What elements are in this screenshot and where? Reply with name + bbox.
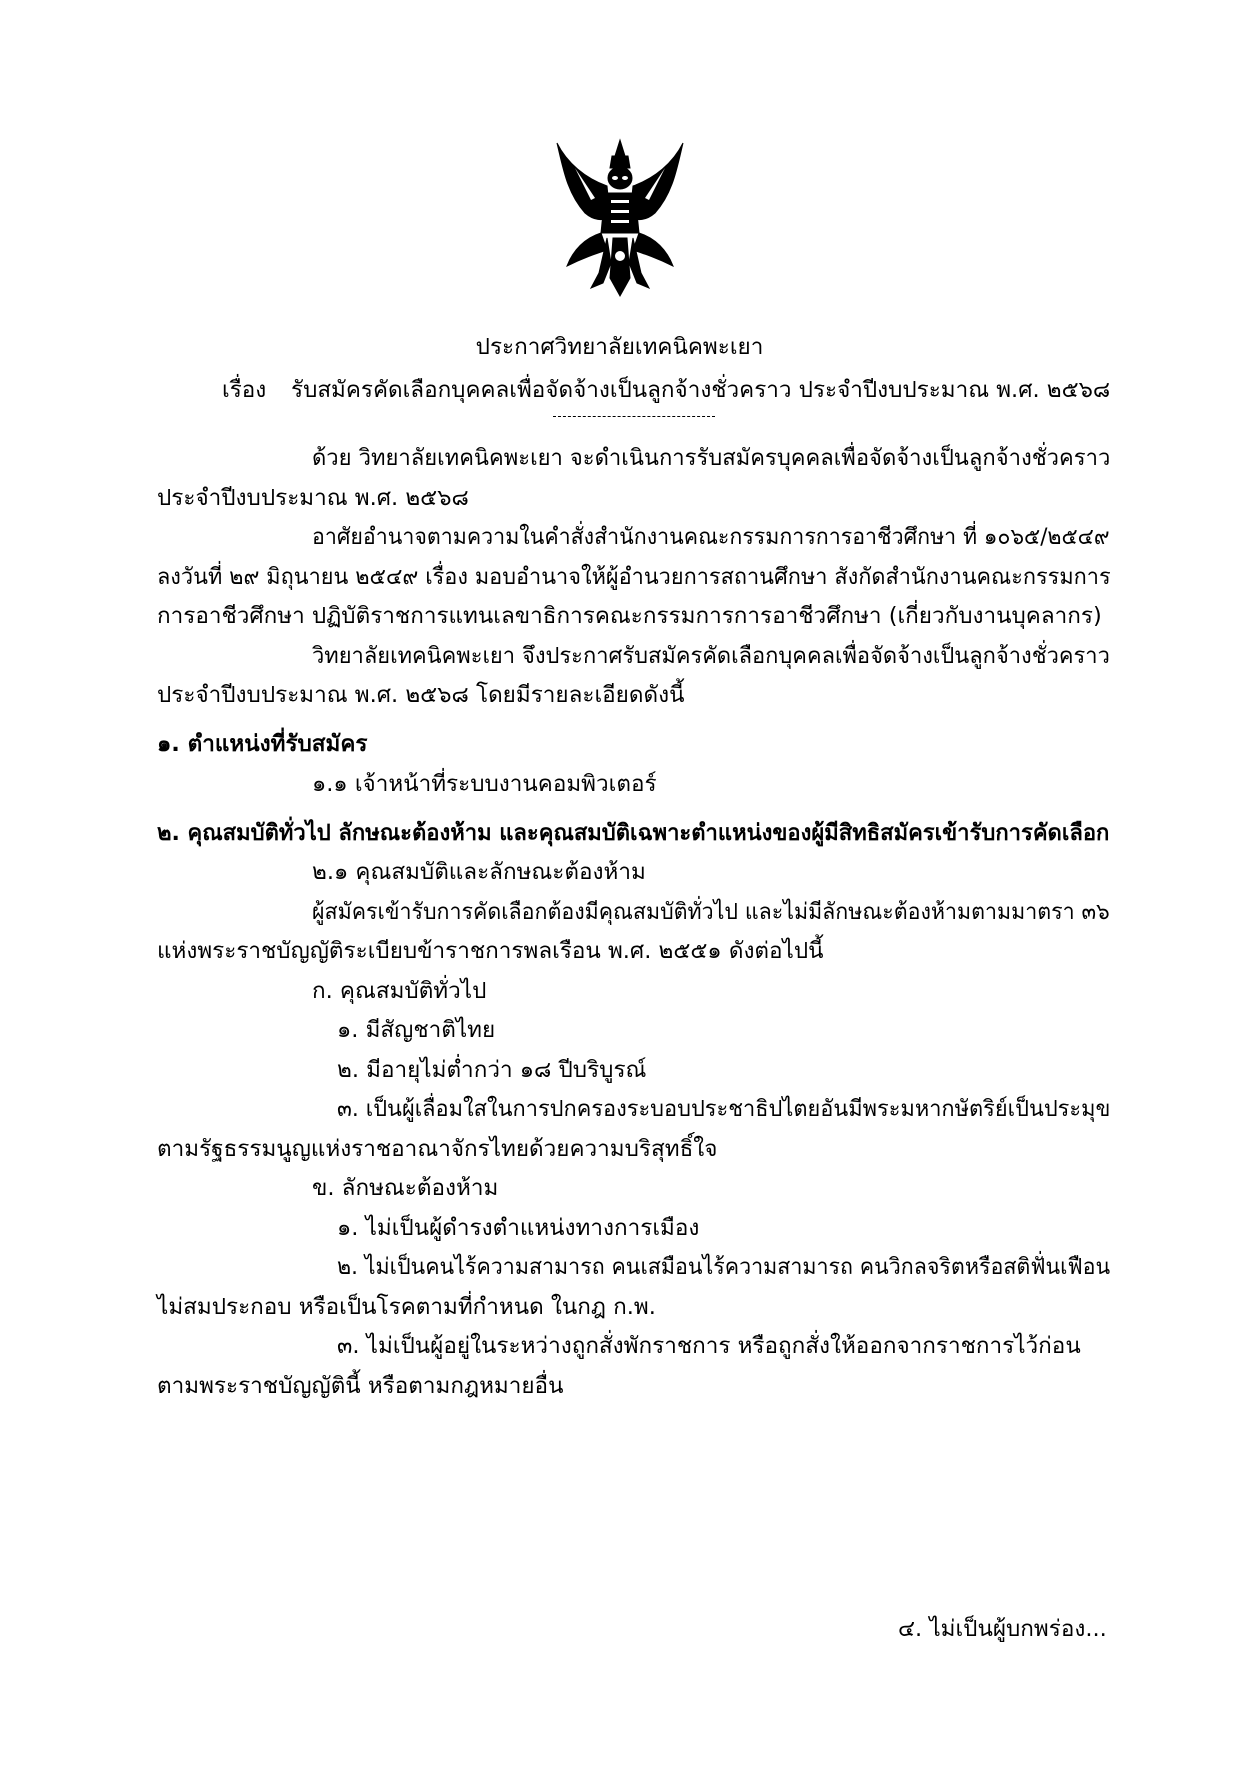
prohibition-3-line-1: ๓. ไม่เป็นผู้อยู่ในระหว่างถูกสั่งพักราชการ หรือถูกสั่งให้ออกจากราชการไว้ก่อน <box>337 1333 1081 1359</box>
garuda-emblem-icon <box>555 138 685 298</box>
qualification-2: ๒. มีอายุไม่ต่ำกว่า ๑๘ ปีบริบูรณ์ <box>337 1057 647 1083</box>
qualification-3-line-2: ตามรัฐธรรมนูญแห่งราชอาณาจักรไทยด้วยความบริสุทธิ์ใจ <box>157 1136 718 1162</box>
intro-paragraph-3-line-2: ประจำปีงบประมาณ พ.ศ. ๒๕๖๘ โดยมีรายละเอียดดังนี้ <box>157 682 685 708</box>
page-title: ประกาศวิทยาลัยเทคนิคพะเยา <box>475 334 764 360</box>
intro-paragraph-2-line-2: ลงวันที่ ๒๙ มิถุนายน ๒๕๔๙ เรื่อง มอบอำนาจให้ผู้อำนวยการสถานศึกษา สังกัดสำนักงานคณะกรรมการ <box>157 564 1111 590</box>
prohibition-2-line-1: ๒. ไม่เป็นคนไร้ความสามารถ คนเสมือนไร้ความสามารถ คนวิกลจริตหรือสติฟั่นเฟือน <box>337 1254 1111 1280</box>
prohibition-1: ๑. ไม่เป็นผู้ดำรงตำแหน่งทางการเมือง <box>337 1215 700 1241</box>
section-1-heading: ๑. ตำแหน่งที่รับสมัคร <box>157 731 368 757</box>
qualification-1: ๑. มีสัญชาติไทย <box>337 1017 496 1043</box>
section-2-paragraph-line-1: ผู้สมัครเข้ารับการคัดเลือกต้องมีคุณสมบัติทั่วไป และไม่มีลักษณะต้องห้ามตามมาตรา ๓๖ <box>312 899 1110 925</box>
intro-paragraph-1-line-1: ด้วย วิทยาลัยเทคนิคพะเยา จะดำเนินการรับสมัครบุคคลเพื่อจัดจ้างเป็นลูกจ้างชั่วคราว <box>312 445 1111 471</box>
subject-text: รับสมัครคัดเลือกบุคคลเพื่อจัดจ้างเป็นลูกจ้างชั่วคราว ประจำปีงบประมาณ พ.ศ. ๒๕๖๘ <box>291 377 1111 403</box>
qualifications-heading: ก. คุณสมบัติทั่วไป <box>312 978 487 1004</box>
intro-paragraph-1-line-2: ประจำปีงบประมาณ พ.ศ. ๒๕๖๘ <box>157 485 469 511</box>
subject-label: เรื่อง <box>222 377 267 403</box>
section-2-subheading: ๒.๑ คุณสมบัติและลักษณะต้องห้าม <box>312 859 646 885</box>
title-separator <box>553 416 715 417</box>
qualification-3-line-1: ๓. เป็นผู้เลื่อมใสในการปกครองระบอบประชาธิปไตยอันมีพระมหากษัตริย์เป็นประมุข <box>337 1096 1111 1122</box>
section-2-heading: ๒. คุณสมบัติทั่วไป ลักษณะต้องห้าม และคุณสมบัติเฉพาะตำแหน่งของผู้มีสิทธิสมัครเข้ารับการคัดเลือก <box>157 820 1110 846</box>
prohibition-2-line-2: ไม่สมประกอบ หรือเป็นโรคตามที่กำหนด ในกฎ ก.พ. <box>157 1294 656 1320</box>
intro-paragraph-2-line-1: อาศัยอำนาจตามความในคำสั่งสำนักงานคณะกรรมการการอาชีวศึกษา ที่ ๑๐๖๕/๒๕๔๙ <box>312 524 1110 550</box>
section-2-paragraph-line-2: แห่งพระราชบัญญัติระเบียบข้าราชการพลเรือน พ.ศ. ๒๕๕๑ ดังต่อไปนี้ <box>157 938 824 964</box>
continuation-note: ๔. ไม่เป็นผู้บกพร่อง... <box>898 1616 1107 1642</box>
intro-paragraph-3-line-1: วิทยาลัยเทคนิคพะเยา จึงประกาศรับสมัครคัดเลือกบุคคลเพื่อจัดจ้างเป็นลูกจ้างชั่วคราว <box>312 643 1110 669</box>
prohibitions-heading: ข. ลักษณะต้องห้าม <box>312 1175 499 1201</box>
section-1-item: ๑.๑ เจ้าหน้าที่ระบบงานคอมพิวเตอร์ <box>312 771 657 797</box>
intro-paragraph-2-line-3: การอาชีวศึกษา ปฏิบัติราชการแทนเลขาธิการคณะกรรมการการอาชีวศึกษา (เกี่ยวกับงานบุคลากร) <box>157 603 1102 629</box>
prohibition-3-line-2: ตามพระราชบัญญัตินี้ หรือตามกฎหมายอื่น <box>157 1373 564 1399</box>
